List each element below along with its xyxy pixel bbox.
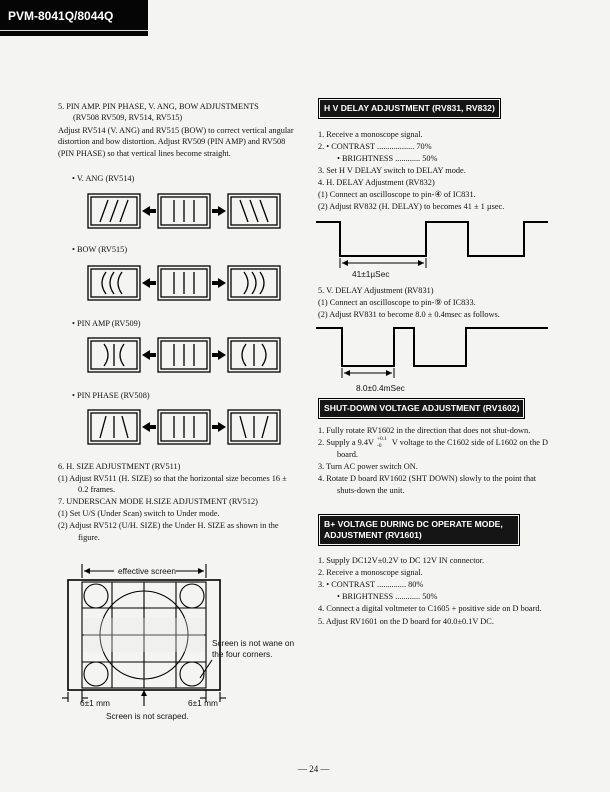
sd-step-2 <box>318 438 548 449</box>
wane-note-1: Screen is not wane on <box>212 638 295 648</box>
b-plus-heading-line-1: B+ VOLTAGE DURING DC OPERATE MODE, <box>324 519 503 529</box>
bp-step-3-brightness: • BRIGHTNESS ............ 50% <box>337 592 438 601</box>
right-dimension: 6±1 mm <box>188 698 218 708</box>
pin-phase-diagram <box>88 410 278 446</box>
hv-step-2-brightness: • BRIGHTNESS ............ 50% <box>337 154 438 163</box>
sd-step-4: 4. Rotate D board RV1602 (SHT DOWN) slowly to the point that <box>318 474 537 483</box>
vang-diagram <box>88 194 278 230</box>
sd-step-3: 3. Turn AC power switch ON. <box>318 462 418 471</box>
not-scraped-note: Screen is not scraped. <box>106 711 189 721</box>
bp-step-2: 2. Receive a monoscope signal. <box>318 568 423 577</box>
bp-step-1: 1. Supply DC12V±0.2V to DC 12V IN connector. <box>318 556 485 565</box>
h-delay-label: 41±1µSec <box>352 269 390 279</box>
hv-step-3: 3. Set H V DELAY switch to DELAY mode. <box>318 166 466 175</box>
left-dimension: 6±1 mm <box>80 698 110 708</box>
page-number: — 24 — <box>298 764 330 774</box>
b-plus-heading <box>318 514 520 546</box>
bullet-vang: • V. ANG (RV514) <box>72 174 135 183</box>
b-plus-heading-text <box>320 516 518 544</box>
sd-step-4-cont: shuts-down the unit. <box>337 486 405 495</box>
section-5-text-2: distortion and bow distortion. Adjust RV509 (PIN AMP) and RV508 <box>58 137 286 146</box>
b-plus-heading-line-2: ADJUSTMENT (RV1601) <box>324 530 422 540</box>
section-5-text-1: Adjust RV514 (V. ANG) and RV515 (BOW) to correct vertical angular <box>58 126 294 135</box>
hv-step-4-1: (1) Connect an oscilloscope to pin-④ of IC831. <box>318 190 476 199</box>
shutdown-heading-text: SHUT-DOWN VOLTAGE ADJUSTMENT (RV1602) <box>320 400 523 417</box>
bullet-bow: • BOW (RV515) <box>72 245 128 254</box>
section-5-title: 5. PIN AMP. PIN PHASE, V. ANG, BOW ADJUSTMENTS <box>58 102 259 111</box>
section-7-title: 7. UNDERSCAN MODE H.SIZE ADJUSTMENT (RV512) <box>58 497 258 506</box>
section-5-text-3: (PIN PHASE) so that vertical lines become straight. <box>58 149 231 158</box>
sd-tolerance-plus: +0.1 <box>376 436 387 442</box>
bow-diagram <box>88 266 278 302</box>
section-7-step-2: (2) Adjust RV512 (U/H. SIZE) the Under H. SIZE as shown in the <box>58 521 279 530</box>
wane-note-2: the four corners. <box>212 649 273 659</box>
sd-tolerance <box>376 438 390 447</box>
shutdown-heading <box>318 398 525 419</box>
header-bar <box>0 0 148 36</box>
bullet-pin-phase: • PIN PHASE (RV508) <box>72 391 150 400</box>
underscan-figure <box>60 560 250 710</box>
section-7-step-1: (1) Set U/S (Under Scan) switch to Under mode. <box>58 509 220 518</box>
section-5-subtitle: (RV508 RV509, RV514, RV515) <box>73 113 183 122</box>
hv-step-5: 5. V. DELAY Adjustment (RV831) <box>318 286 434 295</box>
section-6-title: 6. H. SIZE ADJUSTMENT (RV511) <box>58 462 181 471</box>
v-delay-label: 8.0±0.4mSec <box>356 383 405 393</box>
hv-step-4-2: (2) Adjust RV832 (H. DELAY) to becomes 41 ± 1 µsec. <box>318 202 505 211</box>
v-delay-waveform <box>316 322 556 382</box>
section-7-step-2-cont: figure. <box>78 533 100 542</box>
sd-step-1: 1. Fully rotate RV1602 in the direction that does not shut-down. <box>318 426 531 435</box>
section-6-step-1-cont: 0.2 frames. <box>78 485 116 494</box>
bp-step-3: 3. • CONTRAST .............. 80% <box>318 580 424 589</box>
header-rule <box>0 30 148 31</box>
sd-step-2-part-a: 2. Supply a 9.4V <box>318 438 374 447</box>
bullet-pin-amp: • PIN AMP (RV509) <box>72 319 141 328</box>
hv-step-4: 4. H. DELAY Adjustment (RV832) <box>318 178 435 187</box>
hv-step-1: 1. Receive a monoscope signal. <box>318 130 423 139</box>
hv-step-5-1: (1) Connect an oscilloscope to pin-⑨ of IC833. <box>318 298 476 307</box>
pin-amp-diagram <box>88 338 278 374</box>
hv-delay-heading <box>318 98 501 119</box>
sd-tolerance-minus: -0 <box>376 443 382 449</box>
hv-step-2: 2. • CONTRAST .................. 70% <box>318 142 432 151</box>
bp-step-5: 5. Adjust RV1601 on the D board for 40.0±0.1V DC. <box>318 617 494 626</box>
sd-step-2-cont: board. <box>337 450 358 459</box>
bp-step-4: 4. Connect a digital voltmeter to C1605 + positive side on D board. <box>318 604 542 613</box>
sd-step-2-part-b: V voltage to the C1602 side of L1602 on the D <box>391 438 548 447</box>
section-6-step-1: (1) Adjust RV511 (H. SIZE) so that the horizontal size becomes 16 ± <box>58 474 287 483</box>
hv-step-5-2: (2) Adjust RV831 to become 8.0 ± 0.4msec as follows. <box>318 310 500 319</box>
effective-screen-label: effective screen <box>118 566 176 576</box>
hv-delay-heading-text: H V DELAY ADJUSTMENT (RV831, RV832) <box>320 100 499 117</box>
model-title: PVM-8041Q/8044Q <box>8 9 114 23</box>
